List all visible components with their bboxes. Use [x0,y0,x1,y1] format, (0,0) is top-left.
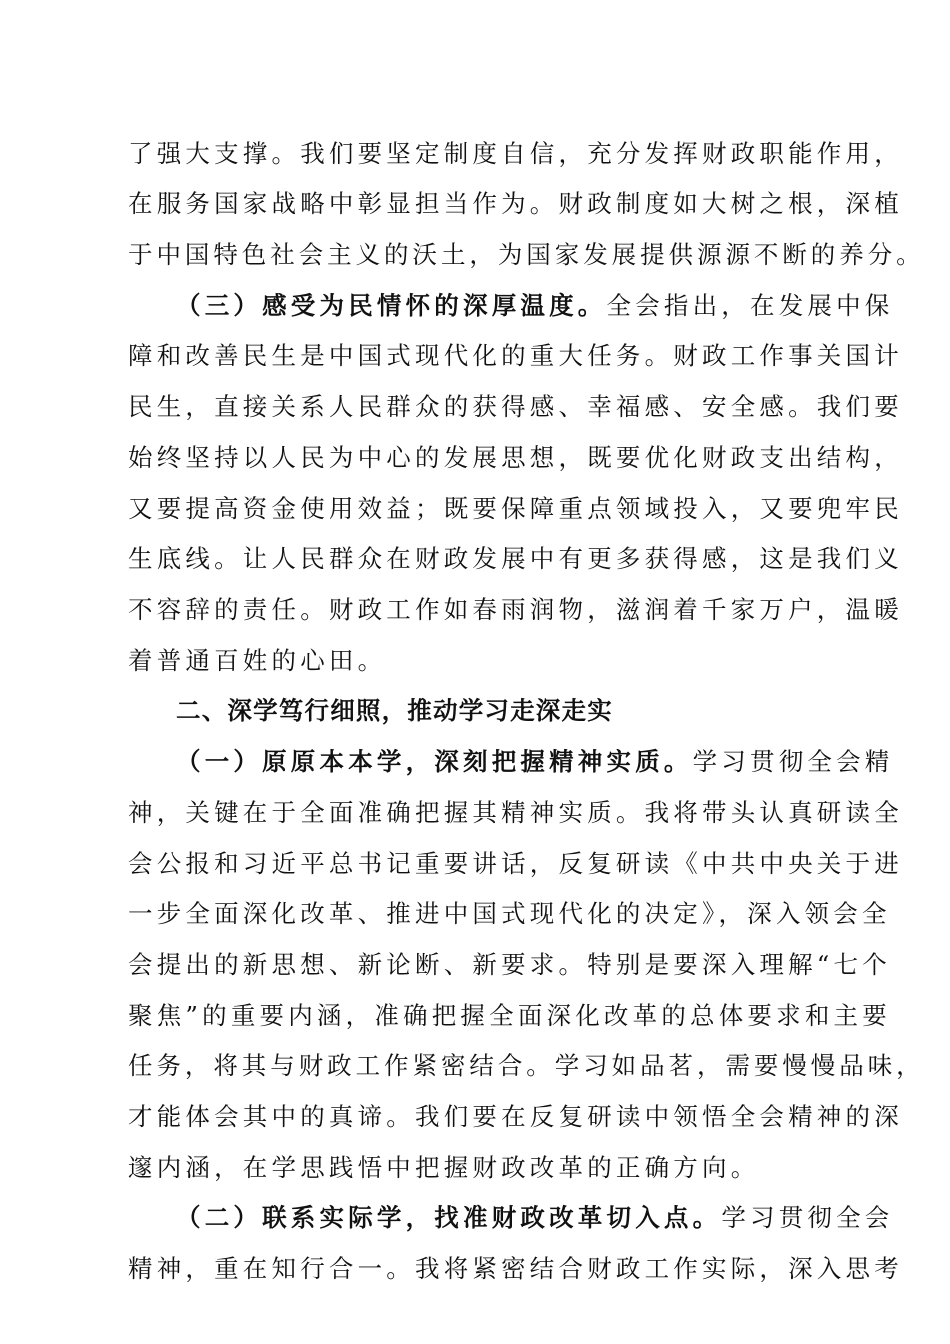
line-text: 全会指出，在发展中保 [606,291,894,320]
text-line [128,950,891,980]
subsection-heading: （三）感受为民情怀的深厚温度。 [176,291,607,320]
line-text: 了强大支撑。我们要坚定制度自信，充分发挥财政职能作用， [128,139,903,168]
paragraph-start-line [176,747,894,777]
text-line [128,494,903,524]
text-line [128,139,903,169]
text-line [128,595,903,625]
line-text: 学习贯彻全会精 [692,747,894,776]
text-line [128,443,903,473]
subsection-heading: （二）联系实际学，找准财政改革切入点。 [176,1203,722,1232]
line-text: 才能体会其中的真谛。我们要在反复研读中领悟全会精神的深 [128,1102,903,1131]
line-text: 始终坚持以人民为中心的发展思想，既要优化财政支出结构， [128,443,903,472]
text-line [128,1153,759,1183]
line-text: 学习贯彻全会 [721,1203,894,1232]
line-text: 精神，重在知行合一。我将紧密结合财政工作实际，深入思考 [128,1254,903,1283]
line-text: 着普通百姓的心田。 [128,646,387,675]
line-text: 在服务国家战略中彰显担当作为。财政制度如大树之根，深植 [128,189,903,218]
paragraph-start-line [176,1203,894,1233]
subsection-heading: （一）原原本本学，深刻把握精神实质。 [176,747,693,776]
line-text: 于中国特色社会主义的沃土，为国家发展提供源源不断的养分。 [128,240,925,269]
section-heading [176,696,613,726]
line-text: 又要提高资金使用效益；既要保障重点领域投入，又要兜牢民 [128,494,903,523]
text-line [128,899,891,929]
text-line [128,392,903,422]
line-text: 邃内涵，在学思践悟中把握财政改革的正确方向。 [128,1153,760,1182]
text-line [128,1001,891,1031]
text-line [128,798,903,828]
line-text: 聚焦”的重要内涵，准确把握全面深化改革的总体要求和主要 [128,1001,891,1030]
line-text: 民生，直接关系人民群众的获得感、幸福感、安全感。我们要 [128,392,903,421]
line-text: 一步全面深化改革、推进中国式现代化的决定》，深入领会全 [128,899,891,928]
text-line [128,341,903,371]
line-text: 会提出的新思想、新论断、新要求。特别是要深入理解“七个 [128,950,891,979]
text-line [128,1254,903,1284]
text-line [128,1051,925,1081]
text-line [128,849,903,879]
line-text: 任务，将其与财政工作紧密结合。学习如品茗，需要慢慢品味， [128,1051,925,1080]
line-text: 生底线。让人民群众在财政发展中有更多获得感，这是我们义 [128,544,903,573]
text-line [128,646,386,676]
paragraph-start-line [176,291,894,321]
line-text: 不容辞的责任。财政工作如春雨润物，滋润着千家万户，温暖 [128,595,903,624]
line-text: 神，关键在于全面准确把握其精神实质。我将带头认真研读全 [128,798,903,827]
text-line [128,1102,903,1132]
text-line [128,544,903,574]
text-line [128,240,925,270]
line-text: 障和改善民生是中国式现代化的重大任务。财政工作事关国计 [128,341,903,370]
text-line [128,189,903,219]
line-text: 会公报和习近平总书记重要讲话，反复研读《中共中央关于进 [128,849,903,878]
section-heading-text: 二、深学笃行细照，推动学习走深走实 [176,696,613,725]
